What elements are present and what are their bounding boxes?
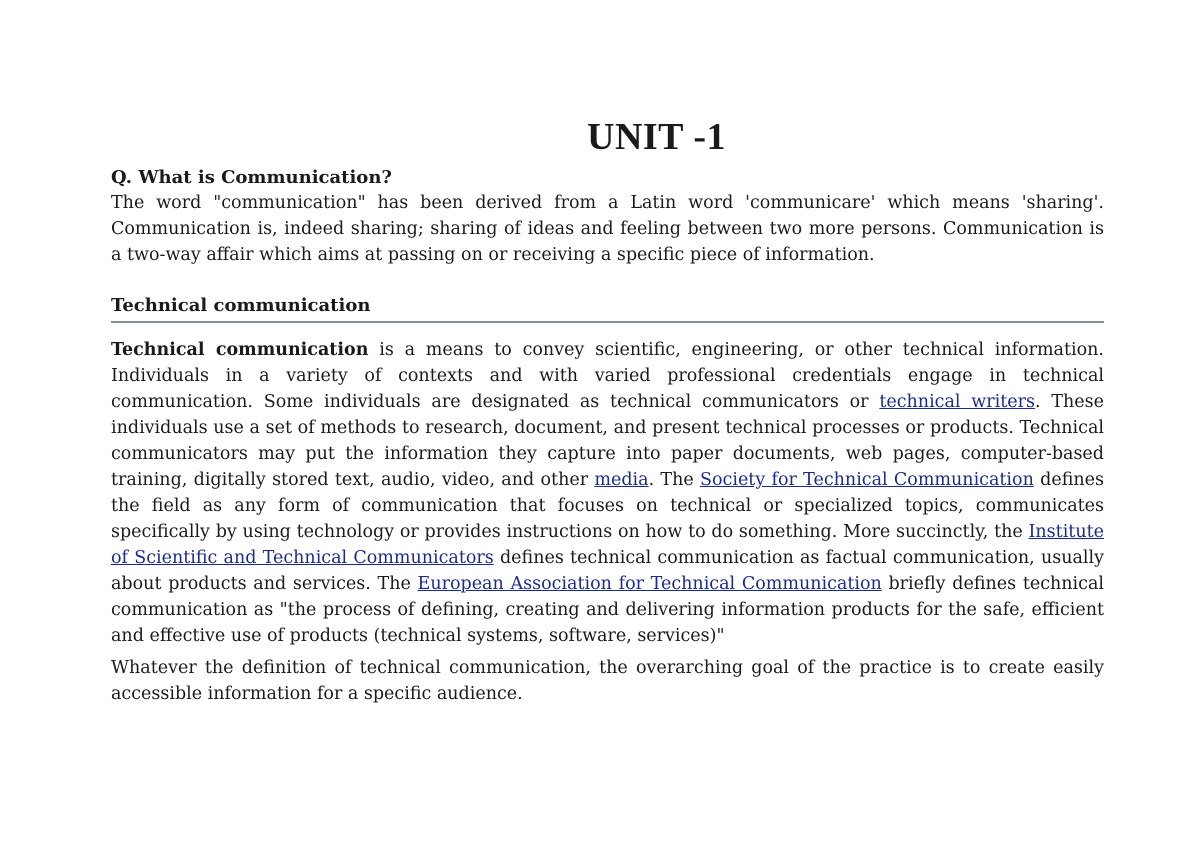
link-technical-writers[interactable]: technical writers	[879, 392, 1035, 412]
document-page	[111, 112, 1104, 707]
text-segment: defines the field as any form of communication that focuses on technical or specialized topics, communicates specifically by using technology or provides instructions on how to do something. More succinctly, the	[111, 470, 1104, 542]
section-divider	[111, 321, 1104, 323]
question-heading: Q. What is Communication?	[111, 167, 392, 188]
text-segment: is a means to convey scientific, engineering, or other technical information. Individuals in a variety of contexts and with varied professional credentials engage in technical communication. Some individuals are designated as technical communicators or	[111, 340, 1104, 412]
lead-bold-term: Technical communication	[111, 340, 369, 360]
text-segment: . These individuals use a set of methods to research, document, and present technical processes or products. Technical communicators may put the information they capture into paper documents, web pages, computer-based training, digitally stored text, audio, video, and other	[111, 392, 1105, 490]
paragraph-communication-definition: The word "communication" has been derived from a Latin word 'communicare' which means 'sharing'. Communication is, indeed sharing; sharing of ideas and feeling between two more persons. Communication is a two-way affair which aims at passing on or receiving a specific piece of information.	[111, 193, 1104, 265]
text-segment: . The	[648, 470, 701, 490]
link-society-for-technical-communication[interactable]: Society for Technical Communication	[700, 470, 1034, 490]
text-segment: defines technical communication as factual communication, usually about products and services. The	[111, 548, 1104, 594]
paragraph-technical-communication	[111, 337, 1104, 649]
paragraph-overarching-goal: Whatever the definition of technical communication, the overarching goal of the practice is to create easily accessible information for a specific audience.	[111, 658, 1104, 704]
link-media[interactable]: media	[594, 470, 649, 490]
link-institute-scientific-technical-communicators[interactable]: Institute of Scientific and Technical Communicators	[111, 522, 1104, 568]
section-heading-technical-communication: Technical communication	[111, 295, 371, 316]
text-segment: briefly defines technical communication as "the process of defining, creating and delivering information products for the safe, efficient and effective use of products (technical systems, software, services)"	[111, 574, 1104, 646]
page-title: UNIT -1	[587, 116, 726, 158]
link-european-association-technical-communication[interactable]: European Association for Technical Communication	[417, 574, 882, 594]
